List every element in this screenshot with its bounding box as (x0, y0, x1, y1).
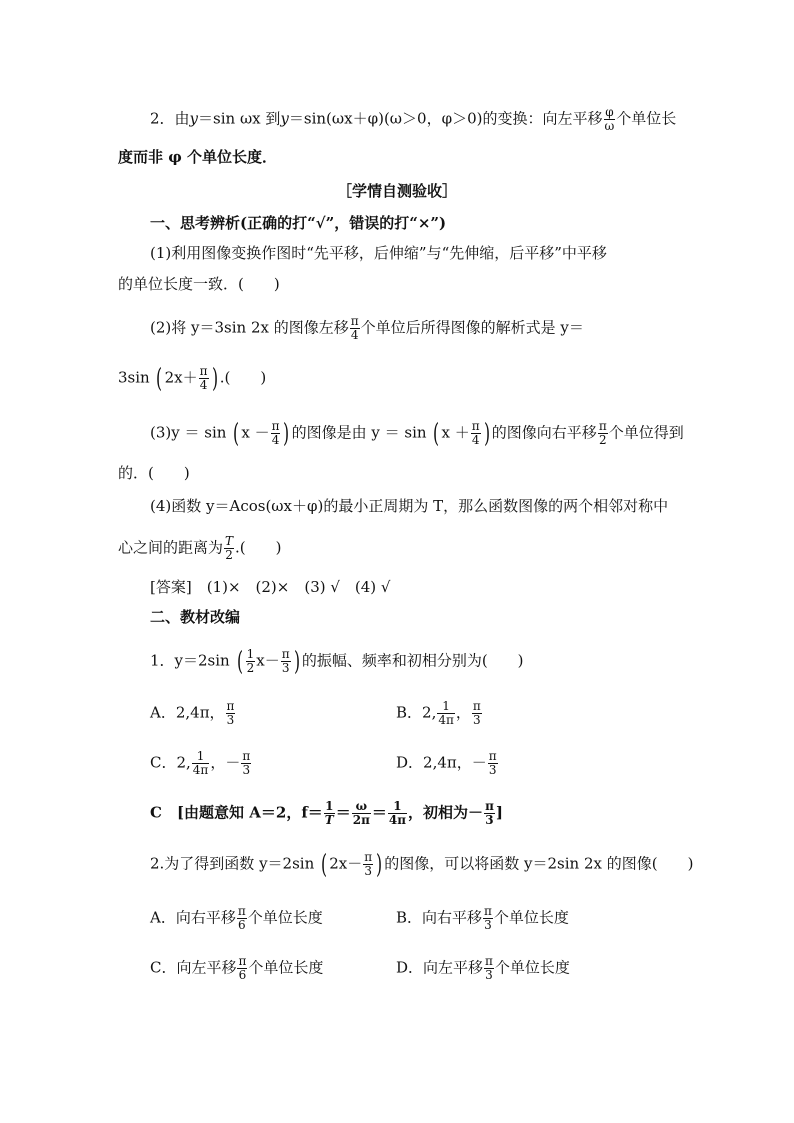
text: 个单位长 (616, 109, 677, 128)
p2-q2-option-d[interactable]: D．向左平移 $\frac{\pi}{3}$ 个单位长度 (396, 954, 570, 982)
q2-line-2: 3sin ( 2x＋ $\frac{\pi}{4}$ ) .( ) (118, 363, 267, 394)
p2-q2-stem: 2.为了得到函数 y＝2sin ( 2x－ $\frac{\pi}{3}$ ) 的图像，可以将函数 y＝2sin 2x 的图像( ) (150, 849, 694, 880)
text: 度而非 φ 个单位长度． (118, 148, 278, 166)
q4-line-1: (4)函数 y＝Acos(ωx＋φ)的最小正周期为 T，那么函数图像的两个相邻对称中 (150, 497, 669, 515)
q4-line-2: 心之间的距离为 $\frac{T}{2}$ .( ) (118, 534, 282, 562)
p2-q1-stem: 1．y＝2sin ( $\frac{1}{2}$ x－ $\frac{\pi}{3}$ ) 的振幅、频率和初相分别为( ) (150, 646, 524, 677)
q2-line-1: (2)将 y＝3sin 2x 的图像左移 $\frac{\pi}{4}$ 个单位后所得图像的解析式是 y＝ (150, 314, 584, 342)
q3-line-2: 的．( ) (118, 464, 190, 482)
q3-line-1: (3)y ＝ sin ( x － $\frac{\pi}{4}$ ) 的图像是由 y ＝ sin ( x ＋ $\frac{\pi}{4}$ ) 的图像向右平移 $\frac{\pi}{2}$ 个单位得到 (150, 418, 684, 449)
intro-line-1 (150, 106, 676, 133)
text: y (280, 109, 289, 128)
p2-q1-option-d[interactable]: D．2,4π，－ $\frac{\pi}{3}$ (396, 749, 497, 777)
p2-q2-option-c[interactable]: C．向左平移 $\frac{\pi}{6}$ 个单位长度 (150, 954, 324, 982)
answer-line: [答案] (1)× (2)× (3) √ (4) √ (150, 578, 391, 596)
q1-line-2: 的单位长度一致．( ) (118, 275, 280, 293)
p2-q1-option-c[interactable]: C．2, $\frac{1}{4\pi}$ ，－ $\frac{\pi}{3}$ (150, 749, 251, 777)
part2-heading: 二、教材改编 (150, 608, 241, 626)
p2-q2-option-b[interactable]: B．向右平移 $\frac{\pi}{3}$ 个单位长度 (396, 904, 569, 932)
text: y (189, 109, 199, 128)
p2-q1-solution: C [由题意知 A＝2，f＝ $\frac{1}{T}$ ＝ $\frac{\omega}{2\pi}$ ＝ $\frac{1}{4\pi}$ ，初相为－ $\frac{\pi}{3}$ ] (150, 799, 503, 827)
text: ＝sin ωx 到 (198, 109, 281, 128)
p2-q2-option-a[interactable]: A．向右平移 $\frac{\pi}{6}$ 个单位长度 (150, 904, 323, 932)
text: 2．由 (150, 109, 190, 128)
fraction: $\frac{\varphi}{\omega}$ (604, 105, 615, 133)
text: ＝sin(ωx＋φ)(ω＞0，φ＞0)的变换：向左平移 (288, 109, 603, 128)
section-title: ［学情自测验收］ (336, 182, 457, 200)
p2-q1-option-a[interactable]: A．2,4π， $\frac{\pi}{3}$ (150, 699, 235, 727)
q1-line-1: (1)利用图像变换作图时“先平移，后伸缩”与“先伸缩，后平移”中平移 (150, 244, 607, 262)
part1-heading: 一、思考辨析(正确的打“√”，错误的打“×”) (150, 214, 447, 232)
p2-q1-option-b[interactable]: B．2, $\frac{1}{4\pi}$ ， $\frac{\pi}{3}$ (396, 699, 481, 727)
intro-line-2 (118, 146, 676, 168)
